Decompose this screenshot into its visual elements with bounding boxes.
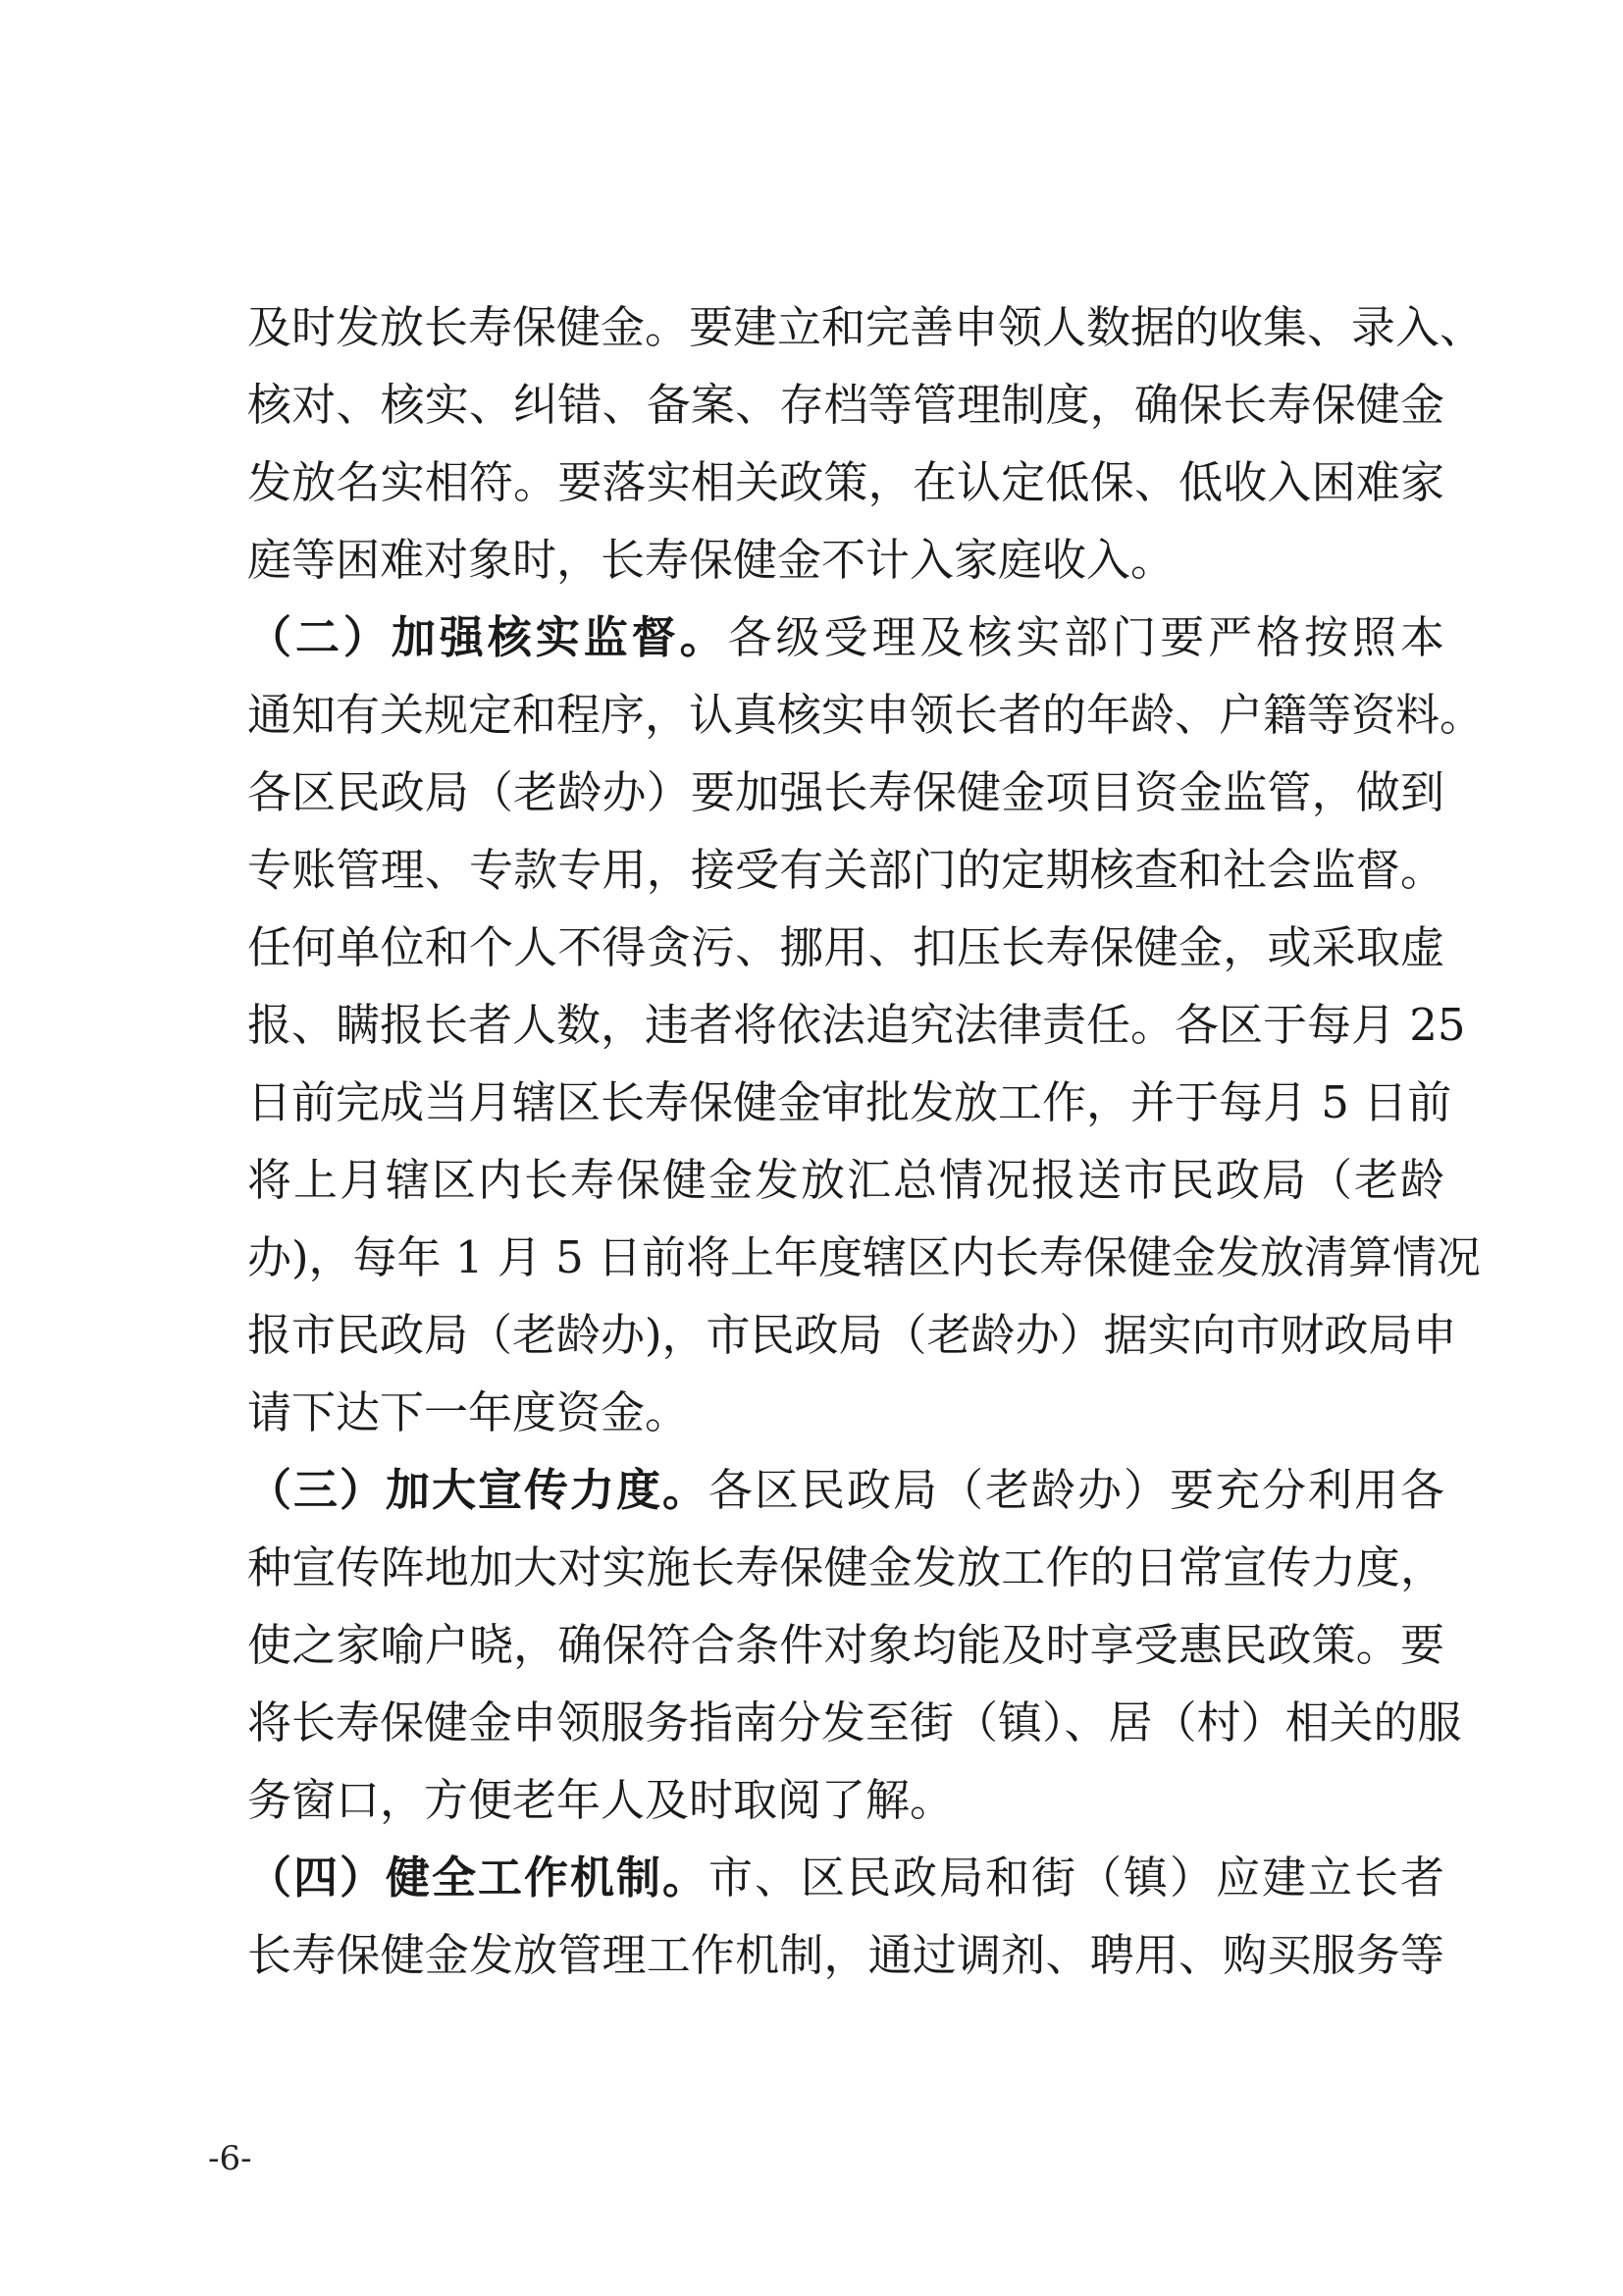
- section-3-first-line-text: 各区民政局（老龄办）要充分利用各: [708, 1464, 1444, 1516]
- section-3-heading: （三）加大宣传力度。: [247, 1464, 708, 1516]
- text-line: 务窗口，方便老年人及时取阅了解。: [247, 1774, 955, 1826]
- text-line: 长寿保健金发放管理工作机制，通过调剂、聘用、购买服务等: [247, 1929, 1444, 1981]
- text-line: 庭等困难对象时，长寿保健金不计入家庭收入。: [247, 534, 1176, 586]
- text-line: 报、瞒报长者人数，违者将依法追究法律责任。各区于每月 25: [247, 999, 1466, 1051]
- section-4-first-line: [247, 1849, 1444, 1907]
- text-line: 报市民政局（老龄办)，市民政局（老龄办）据实向市财政局申: [247, 1309, 1457, 1361]
- text-line: 核对、核实、纠错、备案、存档等管理制度，确保长寿保健金: [247, 379, 1444, 431]
- section-4-first-line-text: 市、区民政局和街（镇）应建立长者: [708, 1852, 1444, 1904]
- text-line: 及时发放长寿保健金。要建立和完善申领人数据的收集、录入、: [247, 301, 1485, 353]
- text-line: 发放名实相符。要落实相关政策，在认定低保、低收入困难家: [247, 456, 1444, 508]
- text-line: 各区民政局（老龄办）要加强长寿保健金项目资金监管，做到: [247, 766, 1444, 818]
- text-line: 将上月辖区内长寿保健金发放汇总情况报送市民政局（老龄: [247, 1154, 1444, 1206]
- text-line: 请下达下一年度资金。: [247, 1386, 690, 1438]
- text-line: 办)，每年 1 月 5 日前将上年度辖区内长寿保健金发放清算情况: [247, 1231, 1482, 1283]
- text-line: 通知有关规定和程序，认真核实申领长者的年龄、户籍等资料。: [247, 689, 1485, 741]
- section-4-heading: （四）健全工作机制。: [247, 1852, 708, 1904]
- section-3-first-line: [247, 1461, 1444, 1520]
- section-2-first-line: [247, 608, 1444, 667]
- text-line: 任何单位和个人不得贪污、挪用、扣压长寿保健金，或采取虚: [247, 921, 1444, 973]
- text-line: 使之家喻户晓，确保符合条件对象均能及时享受惠民政策。要: [247, 1619, 1444, 1671]
- text-line: 种宣传阵地加大对实施长寿保健金发放工作的日常宣传力度，: [247, 1541, 1444, 1593]
- text-line: 日前完成当月辖区长寿保健金审批发放工作，并于每月 5 日前: [247, 1076, 1452, 1128]
- page-number: -6-: [208, 2139, 252, 2178]
- text-line: 将长寿保健金申领服务指南分发至街（镇）、居（村）相关的服: [247, 1696, 1462, 1748]
- section-2-heading: （二）加强核实监督。: [247, 611, 728, 663]
- text-line: 专账管理、专款专用，接受有关部门的定期核查和社会监督。: [247, 844, 1444, 896]
- section-2-first-line-text: 各级受理及核实部门要严格按照本: [727, 611, 1444, 663]
